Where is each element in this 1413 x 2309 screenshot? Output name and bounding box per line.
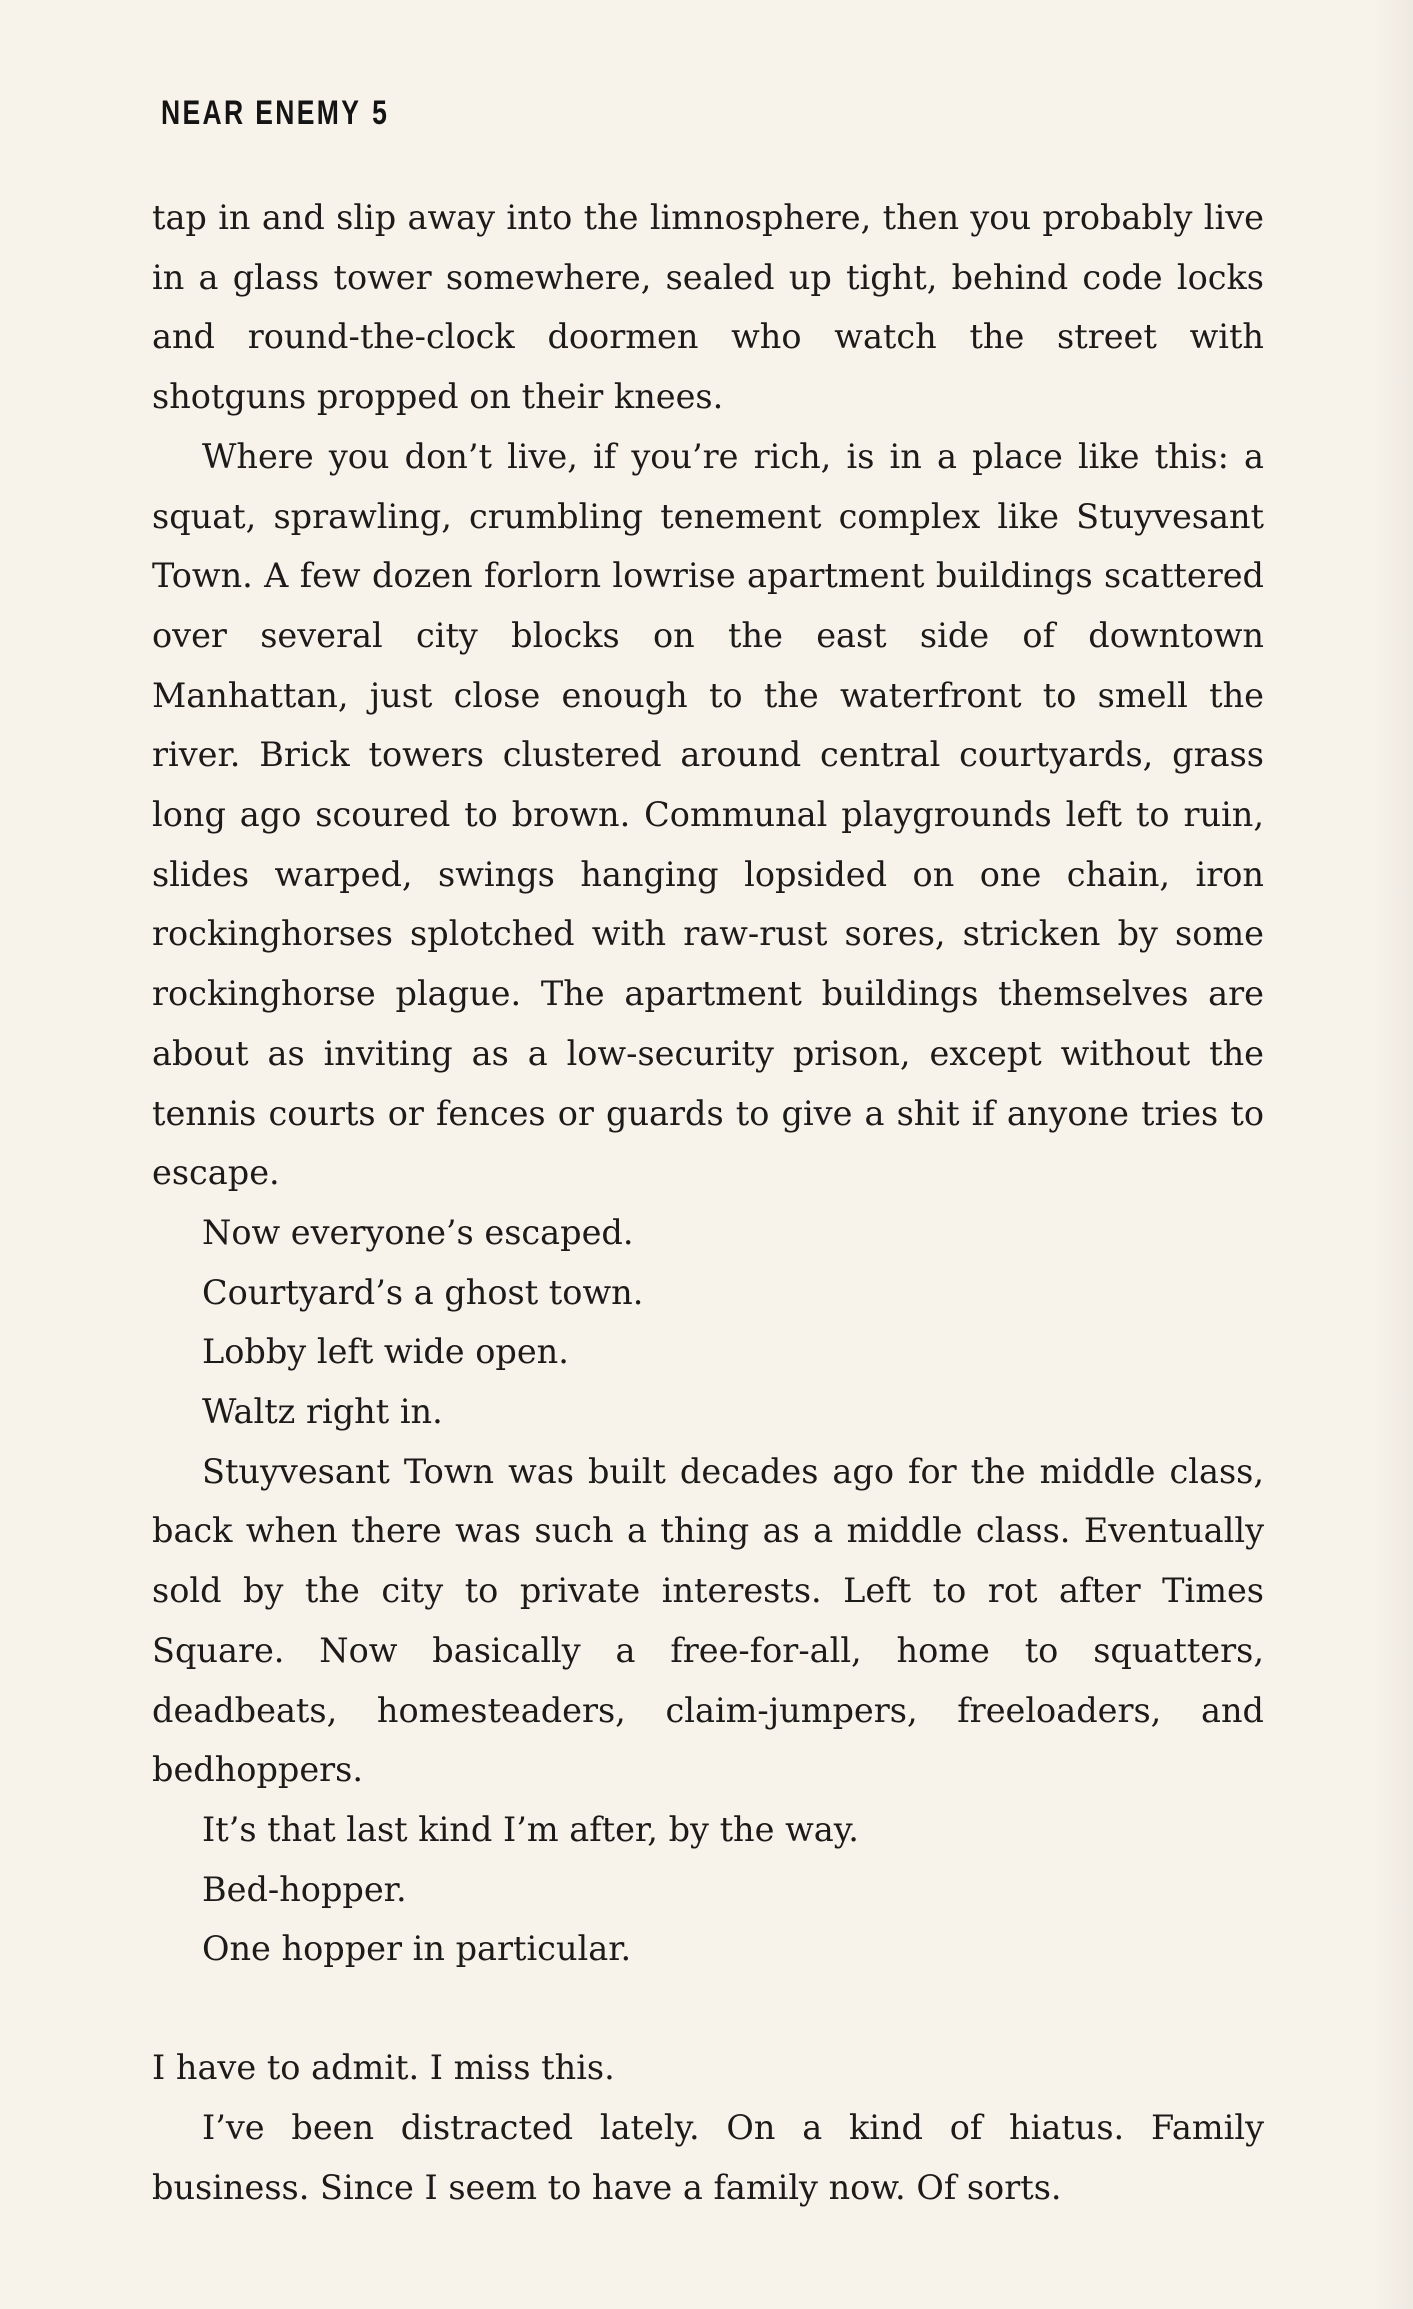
- paragraph: I have to admit. I miss this.: [152, 2048, 615, 2088]
- paragraph: I’ve been distracted lately. On a kind of hiatus. Family business. Since I seem to have a family now. Of sorts.: [152, 2107, 1264, 2207]
- paragraph: Courtyard’s a ghost town.: [202, 1272, 644, 1312]
- running-head-title: NEAR ENEMY: [161, 94, 362, 132]
- page-edge-shadow: [1373, 0, 1413, 2309]
- running-head: [161, 94, 389, 133]
- paragraph: Stuyvesant Town was built decades ago for the middle class, back when there was such a thing as a middle class. Eventually sold by the city to private interests. Left to rot after Times Square. Now basically a free-for-all, home to squatters, deadbeats, homesteaders, claim-jumpers, freeloaders, and bedhoppers.: [152, 1451, 1264, 1790]
- page-number: 5: [372, 94, 390, 132]
- paragraph: Lobby left wide open.: [202, 1332, 569, 1372]
- paragraph: Now everyone’s escaped.: [202, 1212, 634, 1252]
- paragraph: Waltz right in.: [202, 1392, 443, 1432]
- paragraph: Bed-hopper.: [202, 1869, 407, 1909]
- body-text: [152, 188, 1264, 2217]
- paragraph: tap in and slip away into the limnosphere, then you probably live in a glass tower somewhere, sealed up tight, behind code locks and round-the-clock doormen who watch the street with shotguns propped on their knees.: [152, 198, 1264, 417]
- paragraph: One hopper in particular.: [202, 1929, 632, 1969]
- paragraph: Where you don’t live, if you’re rich, is in a place like this: a squat, sprawling, crumbling tenement complex like Stuyvesant Town. A few dozen forlorn lowrise apartment buildings scattered over several city blocks on the east side of downtown Manhattan, just close enough to the waterfront to smell the river. Brick towers clustered around central courtyards, grass long ago scoured to brown. Communal playgrounds left to ruin, slides warped, swings hanging lopsided on one chain, iron rockinghorses splotched with raw-rust sores, stricken by some rockinghorse plague. The apartment buildings themselves are about as inviting as a low-security prison, except without the tennis courts or fences or guards to give a shit if anyone tries to escape.: [152, 436, 1264, 1193]
- paragraph: It’s that last kind I’m after, by the way.: [202, 1809, 859, 1849]
